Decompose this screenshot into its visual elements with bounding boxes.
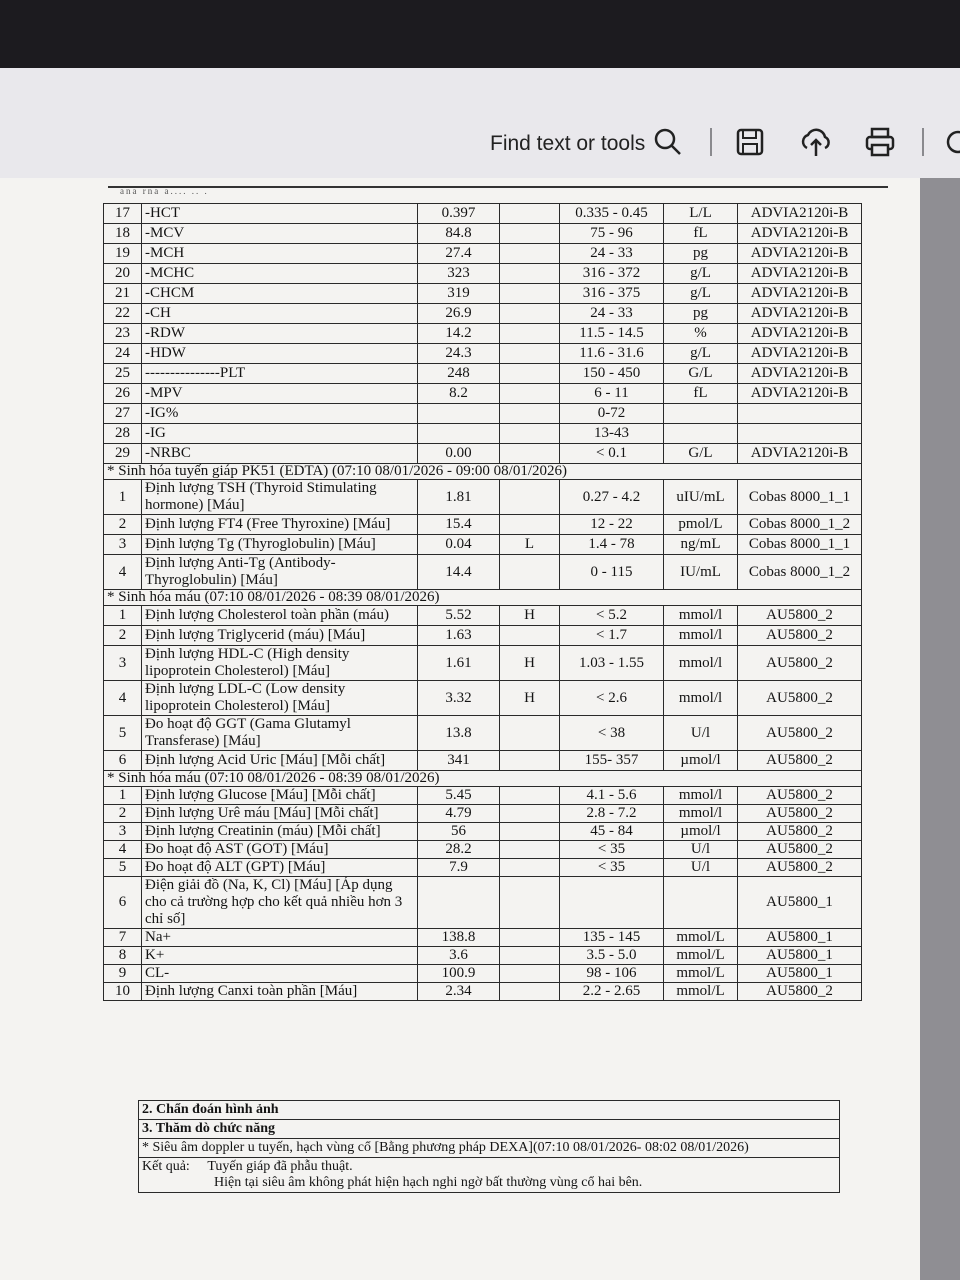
result-value: 7.9: [418, 859, 500, 877]
unit-cell: [664, 877, 738, 929]
row-number: 18: [104, 224, 142, 244]
reference-range: 13-43: [560, 424, 664, 444]
machine-cell: ADVIA2120i-B: [738, 204, 862, 224]
result-value: 56: [418, 823, 500, 841]
result-line-1: Tuyến giáp đã phẫu thuật.: [207, 1159, 353, 1174]
test-name: K+: [142, 947, 418, 965]
row-number: 4: [104, 841, 142, 859]
table-row: [104, 384, 862, 404]
table-row: [104, 304, 862, 324]
result-flag: H: [500, 646, 560, 681]
row-number: 3: [104, 646, 142, 681]
machine-cell: ADVIA2120i-B: [738, 244, 862, 264]
result-flag: [500, 364, 560, 384]
result-flag: [500, 626, 560, 646]
machine-cell: Cobas 8000_1_2: [738, 555, 862, 590]
test-name: -MCV: [142, 224, 418, 244]
table-row: [104, 284, 862, 304]
unit-cell: U/l: [664, 716, 738, 751]
result-value: 15.4: [418, 515, 500, 535]
table-row: [104, 480, 862, 515]
test-name: -MCHC: [142, 264, 418, 284]
row-number: 23: [104, 324, 142, 344]
table-row: [104, 224, 862, 244]
reference-range: 1.4 - 78: [560, 535, 664, 555]
result-value: 24.3: [418, 344, 500, 364]
result-value: [418, 404, 500, 424]
unit-cell: g/L: [664, 344, 738, 364]
reference-range: 11.5 - 14.5: [560, 324, 664, 344]
result-flag: [500, 304, 560, 324]
result-value: 341: [418, 751, 500, 771]
machine-cell: ADVIA2120i-B: [738, 384, 862, 404]
result-value: 4.79: [418, 805, 500, 823]
row-number: 20: [104, 264, 142, 284]
machine-cell: AU5800_1: [738, 877, 862, 929]
row-number: 9: [104, 965, 142, 983]
unit-cell: µmol/l: [664, 751, 738, 771]
machine-cell: Cobas 8000_1_2: [738, 515, 862, 535]
reference-range: 155- 357: [560, 751, 664, 771]
result-value: 28.2: [418, 841, 500, 859]
find-text-button[interactable]: Find text or tools: [490, 132, 646, 155]
machine-cell: AU5800_2: [738, 983, 862, 1001]
result-flag: [500, 823, 560, 841]
row-number: 24: [104, 344, 142, 364]
result-flag: [500, 751, 560, 771]
unit-cell: [664, 424, 738, 444]
machine-cell: AU5800_2: [738, 787, 862, 805]
machine-cell: AU5800_2: [738, 751, 862, 771]
test-name: Định lượng TSH (Thyroid Stimulating hormone) [Máu]: [142, 480, 418, 515]
table-row: [104, 515, 862, 535]
result-value: 3.6: [418, 947, 500, 965]
test-name: -CHCM: [142, 284, 418, 304]
table-row: [104, 244, 862, 264]
result-flag: [500, 841, 560, 859]
test-name: -RDW: [142, 324, 418, 344]
reference-range: 2.2 - 2.65: [560, 983, 664, 1001]
result-value: 8.2: [418, 384, 500, 404]
result-flag: [500, 284, 560, 304]
save-icon[interactable]: [732, 124, 768, 160]
unit-cell: IU/mL: [664, 555, 738, 590]
reference-range: 98 - 106: [560, 965, 664, 983]
test-name: Định lượng Canxi toàn phần [Máu]: [142, 983, 418, 1001]
imaging-heading: 2. Chẩn đoán hình ảnh: [138, 1100, 840, 1120]
result-value: [418, 877, 500, 929]
row-number: 1: [104, 787, 142, 805]
result-value: 27.4: [418, 244, 500, 264]
result-flag: [500, 244, 560, 264]
table-row: [104, 751, 862, 771]
machine-cell: AU5800_2: [738, 626, 862, 646]
table-row: [104, 787, 862, 805]
machine-cell: ADVIA2120i-B: [738, 224, 862, 244]
machine-cell: AU5800_2: [738, 606, 862, 626]
unit-cell: mmol/L: [664, 983, 738, 1001]
reference-range: < 0.1: [560, 444, 664, 464]
row-number: 27: [104, 404, 142, 424]
machine-cell: AU5800_2: [738, 716, 862, 751]
unit-cell: G/L: [664, 364, 738, 384]
result-value: 13.8: [418, 716, 500, 751]
result-value: 323: [418, 264, 500, 284]
test-name: Định lượng Acid Uric [Máu] [Mỗi chất]: [142, 751, 418, 771]
machine-cell: AU5800_2: [738, 859, 862, 877]
result-flag: [500, 404, 560, 424]
result-flag: [500, 555, 560, 590]
machine-cell: AU5800_2: [738, 646, 862, 681]
row-number: 19: [104, 244, 142, 264]
unit-cell: mmol/l: [664, 646, 738, 681]
test-name: Định lượng Glucose [Máu] [Mỗi chất]: [142, 787, 418, 805]
result-line-2: Hiện tại siêu âm không phát hiện hạch nghi ngờ bất thường vùng cổ hai bên.: [214, 1175, 643, 1190]
reference-range: < 35: [560, 859, 664, 877]
test-name: -MPV: [142, 384, 418, 404]
reference-range: 24 - 33: [560, 304, 664, 324]
unit-cell: g/L: [664, 264, 738, 284]
table-row: [104, 646, 862, 681]
test-name: -IG: [142, 424, 418, 444]
result-value: 1.61: [418, 646, 500, 681]
table-row: [104, 555, 862, 590]
machine-cell: AU5800_2: [738, 805, 862, 823]
unit-cell: pg: [664, 244, 738, 264]
test-name: -HCT: [142, 204, 418, 224]
reference-range: 0-72: [560, 404, 664, 424]
table-row: [104, 877, 862, 929]
reference-range: < 38: [560, 716, 664, 751]
result-flag: [500, 859, 560, 877]
result-flag: [500, 444, 560, 464]
table-row: [104, 606, 862, 626]
row-number: 5: [104, 716, 142, 751]
table-row: [104, 929, 862, 947]
machine-cell: ADVIA2120i-B: [738, 444, 862, 464]
row-number: 29: [104, 444, 142, 464]
unit-cell: [664, 404, 738, 424]
reference-range: 24 - 33: [560, 244, 664, 264]
table-row: [104, 947, 862, 965]
table-row: [104, 841, 862, 859]
table-row: [104, 983, 862, 1001]
table-row: [104, 823, 862, 841]
machine-cell: AU5800_2: [738, 823, 862, 841]
unit-cell: fL: [664, 224, 738, 244]
reference-range: < 35: [560, 841, 664, 859]
section-title: * Sinh hóa máu (07:10 08/01/2026 - 08:39 08/01/2026): [104, 771, 862, 787]
test-name: Điện giải đồ (Na, K, Cl) [Máu] [Áp dụng cho cả trường hợp cho kết quả nhiều hơn 3 chỉ số]: [142, 877, 418, 929]
result-flag: [500, 965, 560, 983]
unit-cell: mmol/l: [664, 805, 738, 823]
row-number: 25: [104, 364, 142, 384]
unit-cell: pmol/L: [664, 515, 738, 535]
row-number: 2: [104, 515, 142, 535]
machine-cell: AU5800_2: [738, 841, 862, 859]
table-row: [104, 404, 862, 424]
reference-range: [560, 877, 664, 929]
result-flag: [500, 264, 560, 284]
section-title: * Sinh hóa máu (07:10 08/01/2026 - 08:39 08/01/2026): [104, 590, 862, 606]
result-value: 26.9: [418, 304, 500, 324]
machine-cell: [738, 424, 862, 444]
test-name: Na+: [142, 929, 418, 947]
table-row: [104, 364, 862, 384]
toolbar-divider: [922, 128, 924, 156]
reference-range: 0.27 - 4.2: [560, 480, 664, 515]
row-number: 2: [104, 805, 142, 823]
print-icon[interactable]: [862, 124, 898, 160]
section-title: * Sinh hóa tuyến giáp PK51 (EDTA) (07:10 08/01/2026 - 09:00 08/01/2026): [104, 464, 862, 480]
test-name: CL-: [142, 965, 418, 983]
reference-range: 1.03 - 1.55: [560, 646, 664, 681]
unit-cell: mmol/L: [664, 965, 738, 983]
machine-cell: ADVIA2120i-B: [738, 284, 862, 304]
table-row: [104, 424, 862, 444]
test-name: -MCH: [142, 244, 418, 264]
test-name: Định lượng LDL-C (Low density lipoprotein Cholesterol) [Máu]: [142, 681, 418, 716]
reference-range: 316 - 375: [560, 284, 664, 304]
result-flag: [500, 424, 560, 444]
machine-cell: ADVIA2120i-B: [738, 324, 862, 344]
row-number: 17: [104, 204, 142, 224]
result-block: [138, 1158, 840, 1193]
result-flag: [500, 716, 560, 751]
table-row: [104, 444, 862, 464]
machine-cell: Cobas 8000_1_1: [738, 535, 862, 555]
unit-cell: L/L: [664, 204, 738, 224]
result-value: 1.63: [418, 626, 500, 646]
section-header-row: [104, 464, 862, 480]
reference-range: 2.8 - 7.2: [560, 805, 664, 823]
result-flag: [500, 344, 560, 364]
result-value: 1.81: [418, 480, 500, 515]
result-value: 5.45: [418, 787, 500, 805]
result-flag: L: [500, 535, 560, 555]
toolbar-divider: [710, 128, 712, 156]
machine-cell: AU5800_1: [738, 965, 862, 983]
unit-cell: mmol/l: [664, 626, 738, 646]
link-icon[interactable]: [940, 124, 960, 160]
test-name: -IG%: [142, 404, 418, 424]
result-flag: [500, 480, 560, 515]
reference-range: < 5.2: [560, 606, 664, 626]
row-number: 4: [104, 555, 142, 590]
machine-cell: AU5800_2: [738, 681, 862, 716]
unit-cell: U/l: [664, 859, 738, 877]
machine-cell: [738, 404, 862, 424]
machine-cell: ADVIA2120i-B: [738, 344, 862, 364]
reference-range: 6 - 11: [560, 384, 664, 404]
test-name: Định lượng Anti-Tg (Antibody-Thyroglobulin) [Máu]: [142, 555, 418, 590]
row-number: 3: [104, 535, 142, 555]
result-label: Kết quả:: [142, 1159, 190, 1174]
header-rule: [108, 186, 888, 188]
reference-range: 135 - 145: [560, 929, 664, 947]
unit-cell: uIU/mL: [664, 480, 738, 515]
row-number: 8: [104, 947, 142, 965]
footer-section: [138, 1100, 840, 1193]
result-flag: H: [500, 606, 560, 626]
reference-range: 45 - 84: [560, 823, 664, 841]
reference-range: 11.6 - 31.6: [560, 344, 664, 364]
result-flag: [500, 324, 560, 344]
reference-range: 12 - 22: [560, 515, 664, 535]
machine-cell: ADVIA2120i-B: [738, 264, 862, 284]
test-name: Định lượng Cholesterol toàn phần (máu): [142, 606, 418, 626]
row-number: 10: [104, 983, 142, 1001]
row-number: 2: [104, 626, 142, 646]
machine-cell: AU5800_1: [738, 929, 862, 947]
table-row: [104, 965, 862, 983]
row-number: 21: [104, 284, 142, 304]
result-flag: [500, 224, 560, 244]
row-number: 4: [104, 681, 142, 716]
result-flag: [500, 877, 560, 929]
result-value: 0.397: [418, 204, 500, 224]
unit-cell: mmol/l: [664, 606, 738, 626]
reference-range: 150 - 450: [560, 364, 664, 384]
test-name: Đo hoạt độ GGT (Gama Glutamyl Transferase) [Máu]: [142, 716, 418, 751]
reference-range: 316 - 372: [560, 264, 664, 284]
test-name: -NRBC: [142, 444, 418, 464]
result-flag: [500, 204, 560, 224]
unit-cell: mmol/l: [664, 787, 738, 805]
unit-cell: mmol/l: [664, 681, 738, 716]
table-row: [104, 204, 862, 224]
test-name: Định lượng Triglycerid (máu) [Máu]: [142, 626, 418, 646]
lab-results-table: [103, 203, 862, 1001]
monitor-bezel: [0, 0, 960, 68]
table-row: [104, 681, 862, 716]
row-number: 1: [104, 606, 142, 626]
section-header-row: [104, 590, 862, 606]
ultrasound-line: * Siêu âm doppler u tuyến, hạch vùng cổ [Bằng phương pháp DEXA](07:10 08/01/2026- 08:02 08/01/2026): [138, 1139, 840, 1158]
result-value: 2.34: [418, 983, 500, 1001]
reference-range: 0.335 - 0.45: [560, 204, 664, 224]
row-number: 6: [104, 877, 142, 929]
result-flag: [500, 929, 560, 947]
result-flag: [500, 787, 560, 805]
table-row: [104, 626, 862, 646]
result-value: [418, 424, 500, 444]
result-value: 3.32: [418, 681, 500, 716]
unit-cell: G/L: [664, 444, 738, 464]
table-row: [104, 716, 862, 751]
test-name: Định lượng Tg (Thyroglobulin) [Máu]: [142, 535, 418, 555]
unit-cell: µmol/l: [664, 823, 738, 841]
search-icon[interactable]: [650, 124, 686, 160]
row-number: 6: [104, 751, 142, 771]
row-number: 26: [104, 384, 142, 404]
row-number: 1: [104, 480, 142, 515]
result-flag: [500, 515, 560, 535]
result-flag: [500, 947, 560, 965]
result-value: 100.9: [418, 965, 500, 983]
page-header-text: ana rna a.... .. .: [120, 186, 209, 196]
test-name: Định lượng Creatinin (máu) [Mỗi chất]: [142, 823, 418, 841]
result-value: 319: [418, 284, 500, 304]
machine-cell: AU5800_1: [738, 947, 862, 965]
viewer-toolbar: [0, 68, 960, 178]
unit-cell: %: [664, 324, 738, 344]
row-number: 22: [104, 304, 142, 324]
result-flag: H: [500, 681, 560, 716]
test-name: Định lượng FT4 (Free Thyroxine) [Máu]: [142, 515, 418, 535]
functional-heading: 3. Thăm dò chức năng: [138, 1120, 840, 1139]
unit-cell: U/l: [664, 841, 738, 859]
table-row: [104, 535, 862, 555]
row-number: 5: [104, 859, 142, 877]
reference-range: < 2.6: [560, 681, 664, 716]
unit-cell: fL: [664, 384, 738, 404]
table-row: [104, 264, 862, 284]
unit-cell: g/L: [664, 284, 738, 304]
test-name: Đo hoạt độ AST (GOT) [Máu]: [142, 841, 418, 859]
result-flag: [500, 805, 560, 823]
section-header-row: [104, 771, 862, 787]
result-value: 5.52: [418, 606, 500, 626]
unit-cell: mmol/L: [664, 947, 738, 965]
row-number: 3: [104, 823, 142, 841]
result-value: 0.04: [418, 535, 500, 555]
reference-range: 75 - 96: [560, 224, 664, 244]
unit-cell: ng/mL: [664, 535, 738, 555]
test-name: ---------------PLT: [142, 364, 418, 384]
machine-cell: ADVIA2120i-B: [738, 364, 862, 384]
machine-cell: Cobas 8000_1_1: [738, 480, 862, 515]
table-row: [104, 344, 862, 364]
reference-range: 0 - 115: [560, 555, 664, 590]
result-value: 0.00: [418, 444, 500, 464]
table-row: [104, 805, 862, 823]
test-name: Đo hoạt độ ALT (GPT) [Máu]: [142, 859, 418, 877]
result-value: 138.8: [418, 929, 500, 947]
result-value: 84.8: [418, 224, 500, 244]
test-name: Định lượng HDL-C (High density lipoprotein Cholesterol) [Máu]: [142, 646, 418, 681]
upload-cloud-icon[interactable]: [798, 124, 834, 160]
machine-cell: ADVIA2120i-B: [738, 304, 862, 324]
test-name: -HDW: [142, 344, 418, 364]
result-flag: [500, 983, 560, 1001]
reference-range: < 1.7: [560, 626, 664, 646]
result-value: 14.4: [418, 555, 500, 590]
result-value: 14.2: [418, 324, 500, 344]
table-row: [104, 859, 862, 877]
table-row: [104, 324, 862, 344]
test-name: Định lượng Urê máu [Máu] [Mỗi chất]: [142, 805, 418, 823]
row-number: 28: [104, 424, 142, 444]
row-number: 7: [104, 929, 142, 947]
test-name: -CH: [142, 304, 418, 324]
reference-range: 4.1 - 5.6: [560, 787, 664, 805]
result-flag: [500, 384, 560, 404]
unit-cell: mmol/L: [664, 929, 738, 947]
reference-range: 3.5 - 5.0: [560, 947, 664, 965]
unit-cell: pg: [664, 304, 738, 324]
result-value: 248: [418, 364, 500, 384]
